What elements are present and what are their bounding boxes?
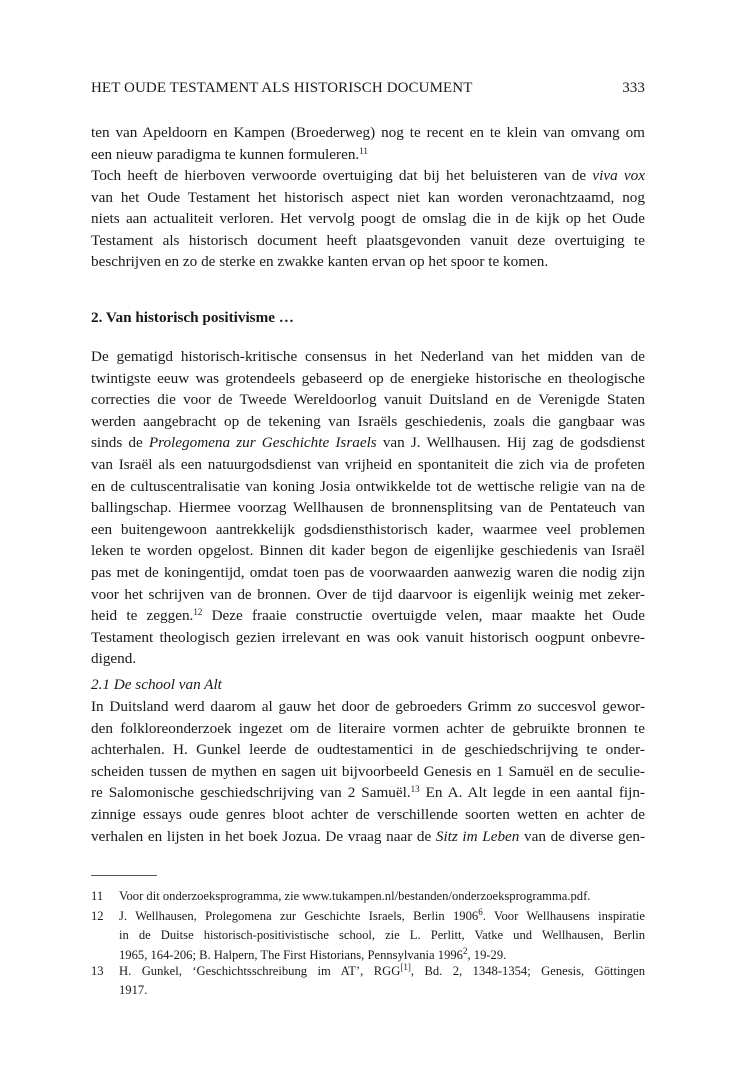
subsection-heading xyxy=(91,674,645,696)
text-span: Deze fraaie constructie overtuigde velen, maar maakte het Oude xyxy=(202,607,645,625)
text-line: werden aangebracht op de tekening van Israëls geschiedenis, zoals die gangbaar was xyxy=(91,412,645,430)
text-line: ten van Apeldoorn en Kampen (Broederweg) nog te recent en te klein van omvang om xyxy=(91,124,645,141)
text-line: De gematigd historisch-kritische consensus in het Nederland van het midden van de xyxy=(91,348,645,365)
page-number: 333 xyxy=(622,80,645,96)
italic-span: viva vox xyxy=(592,167,645,184)
text-span: van de diverse gen- xyxy=(519,827,646,845)
footnote-rule xyxy=(91,875,157,876)
text-span: . Voor Wellhausens inspiratie xyxy=(482,909,645,923)
text-line: correcties die voor de Tweede Wereldoorlog vanuit Duitsland en de Verenigde Staten xyxy=(91,391,645,409)
text-line: zinnige essays oude genres bloot achter de verschillende soorten wetten en achter de xyxy=(91,805,645,823)
footnote-number: 12 xyxy=(91,909,104,923)
text-line: ballingschap. Hiermee voorzag Wellhausen de bronnensplitsing van de Pentateuch van xyxy=(91,499,645,517)
text-line: leken te worden opgelost. Binnen dit kader begon de eigenlijke geschiedenis van Israël xyxy=(91,542,645,560)
footnote-line: 1917. xyxy=(119,983,148,998)
text-line: van het Oude Testament het historisch aspect niet kan worden veronachtzaamd, nog xyxy=(91,188,645,206)
text-line: en de cultuscentralisatie van koning Josia ontwikkelde tot de wettische religie van na de xyxy=(91,477,645,495)
text-line xyxy=(91,432,645,454)
text-line: een buitengewoon aantrekkelijk godsdiensthistorisch kader, waarmee veel problemen xyxy=(91,520,645,538)
text-line: voor het schrijven van de bronnen. Over de tijd daarvoor is eigenlijk weinig met zeker- xyxy=(91,585,645,603)
text-span: J. Wellhausen, Prolegomena zur Geschichte Israels, Berlin 1906 xyxy=(119,909,479,923)
footnote-ref[interactable]: 12 xyxy=(193,607,203,618)
paragraph xyxy=(91,165,645,273)
text-line xyxy=(91,144,645,166)
text-line: achterhalen. H. Gunkel leerde de oudtestamentici in de geschiedschrijving te onder- xyxy=(91,741,645,759)
text-line: digend. xyxy=(91,650,137,668)
text-span: Toch heeft de hierboven verwoorde overtuiging dat bij het beluisteren van de xyxy=(91,167,593,184)
footnote-ref[interactable]: 13 xyxy=(410,784,420,795)
running-title: HET OUDE TESTAMENT ALS HISTORISCH DOCUMENT xyxy=(91,80,473,96)
text-span: heid te zeggen. xyxy=(91,607,194,625)
text-line: niets aan actualiteit verloren. Het vervolg poogt de omslag die in de kijk op het Oude xyxy=(91,210,645,228)
text-line: den folkloreonderzoek ingezet om de literaire vormen achter de gebruikte bronnen te xyxy=(91,719,645,737)
heading-text: 2.1 De school van Alt xyxy=(91,676,222,693)
text-span: re Salomonische geschiedschrijving van 2 Samuël. xyxy=(91,784,411,802)
text-line: twintigste eeuw was grotendeels gebaseerd op de energieke historische en theologische xyxy=(91,369,645,387)
page xyxy=(91,0,645,1068)
text-line: beschrijven en zo de sterke en zwakke kanten ervan op het spoor te komen. xyxy=(91,253,549,271)
italic-span: Sitz im Leben xyxy=(435,827,520,845)
paragraph xyxy=(91,346,645,670)
edition-superscript: 2 xyxy=(462,945,468,956)
text-span: sinds de xyxy=(91,434,149,452)
footnote-ref[interactable]: 11 xyxy=(359,145,368,156)
paragraph xyxy=(91,696,645,847)
text-span: , 19-29. xyxy=(467,947,507,962)
text-span: En A. Alt legde in een aantal fijn- xyxy=(419,784,645,802)
text-line xyxy=(91,605,645,627)
text-span: , Bd. 2, 1348-1354; Genesis, Göttingen xyxy=(410,964,646,978)
footnote-body xyxy=(119,962,645,1001)
footnote-number: 11 xyxy=(91,889,104,903)
text-line: scheiden tussen de mythen en sagen uit bijvoorbeeld Genesis en 1 Samuël en de seculie- xyxy=(91,762,645,780)
text-span: 1965, 164-206; B. Halpern, The First Historians, Pennsylvania 1996 xyxy=(119,947,463,962)
text-span: een nieuw paradigma te kunnen formuleren. xyxy=(91,145,360,163)
footnote-line: Voor dit onderzoeksprogramma, zie www.tukampen.nl/bestanden/onderzoeksprogramma.pdf. xyxy=(119,889,591,903)
text-line: In Duitsland werd daarom al gauw het door de gebroeders Grimm zo succesvol gewor- xyxy=(91,698,645,715)
text-line xyxy=(91,826,645,848)
text-line: pas met de koningentijd, omdat toen pas de voorwaarden aanwezig waren die nodig zijn xyxy=(91,563,645,581)
footnote-12 xyxy=(91,907,645,967)
edition-superscript: 6 xyxy=(478,907,483,917)
footnote-line xyxy=(119,907,645,926)
footnote-13 xyxy=(91,962,645,1002)
text-line xyxy=(91,165,645,187)
italic-span: Prolegomena zur Geschichte Israels xyxy=(148,434,377,452)
footnote-body xyxy=(119,887,645,906)
text-line xyxy=(91,782,645,804)
footnote-line xyxy=(119,962,645,981)
text-line: van Israël als een natuurgodsdienst van vrijheid en spontaniteit die zich via de profeten xyxy=(91,455,645,473)
section-heading xyxy=(91,307,645,329)
edition-superscript: [1] xyxy=(400,962,411,972)
footnote-11 xyxy=(91,887,645,907)
heading-text: 2. Van historisch positivisme … xyxy=(91,309,294,326)
footnote-number: 13 xyxy=(91,964,104,978)
footnote-body xyxy=(119,907,645,965)
text-span: verhalen en lijsten in het boek Jozua. De vraag naar de xyxy=(91,827,436,845)
footnote-line: in de Duitse historisch-positivistische school, zie L. Perlitt, Vatke und Wellhausen, Berlin xyxy=(119,928,645,943)
text-span: van J. Wellhausen. Hij zag de godsdienst xyxy=(376,434,646,452)
text-line: Testament als historisch document heeft plaatsgevonden vanuit deze overtuiging te xyxy=(91,231,645,249)
text-span: H. Gunkel, ‘Geschichtsschreibung im AT’, RGG xyxy=(119,964,401,978)
paragraph-continuation xyxy=(91,122,645,165)
text-line: Testament theologisch gezien irrelevant en was ook vanuit historisch oogpunt onbevre- xyxy=(91,628,645,646)
